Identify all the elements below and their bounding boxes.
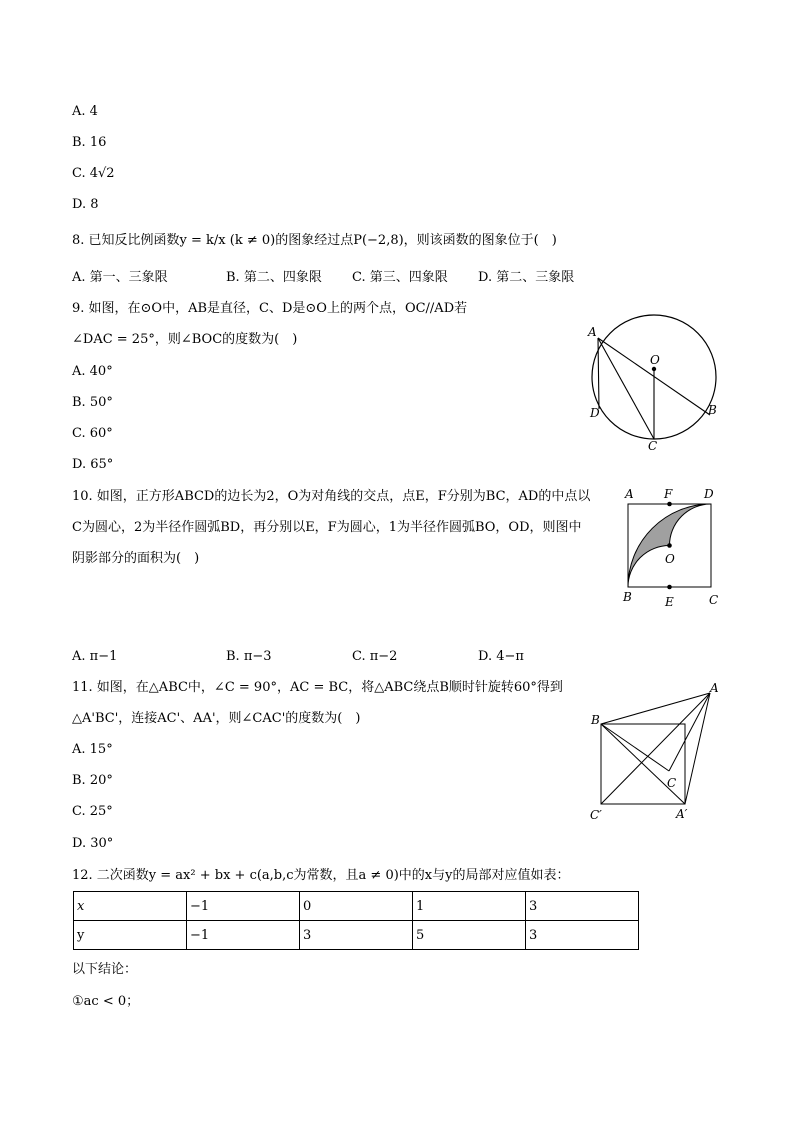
q7-option-a: A. 4 bbox=[72, 104, 98, 119]
center-dot bbox=[652, 367, 656, 371]
label-o: O bbox=[665, 552, 675, 566]
segment-ac-prime bbox=[601, 693, 710, 804]
q10-option-c: C. π−2 bbox=[352, 649, 398, 664]
segment-bc bbox=[601, 724, 669, 771]
label-c-prime: C′ bbox=[590, 808, 602, 822]
segment-ba bbox=[601, 693, 710, 724]
q9-option-b: B. 50° bbox=[72, 395, 113, 410]
table-cell: 3 bbox=[300, 921, 413, 950]
q11-option-b: B. 20° bbox=[72, 773, 113, 788]
label-a: A bbox=[710, 681, 719, 695]
q12-value-table bbox=[73, 891, 639, 950]
table-cell: 3 bbox=[526, 921, 639, 950]
table-cell: 3 bbox=[526, 892, 639, 921]
point-e bbox=[667, 585, 672, 590]
label-c: C bbox=[667, 776, 677, 790]
q9-option-a: A. 40° bbox=[72, 364, 113, 379]
q10-stem-line2: C为圆心，2为半径作圆弧BD，再分别以E，F为圆心，1为半径作圆弧BO，OD，则图中 bbox=[72, 520, 582, 535]
segment-aa-prime bbox=[685, 693, 710, 804]
point-f bbox=[667, 502, 672, 507]
q11-option-a: A. 15° bbox=[72, 742, 113, 757]
q7-option-d: D. 8 bbox=[72, 197, 99, 212]
table-row bbox=[74, 892, 639, 921]
point-o bbox=[667, 543, 672, 548]
q10-stem-line3: 阴影部分的面积为( ) bbox=[72, 551, 200, 566]
q9-circle-figure bbox=[580, 312, 730, 457]
label-a-prime: A′ bbox=[676, 807, 688, 821]
label-c: C bbox=[648, 439, 658, 453]
table-cell: x bbox=[74, 892, 187, 921]
q11-stem-line1: 11. 如图，在△ABC中，∠C = 90°，AC = BC，将△ABC绕点B顺时针旋转60°得到 bbox=[72, 680, 563, 695]
label-a: A bbox=[625, 487, 634, 501]
table-cell: y bbox=[74, 921, 187, 950]
q10-option-a: A. π−1 bbox=[72, 649, 118, 664]
label-b: B bbox=[708, 403, 717, 417]
q11-triangle-figure bbox=[585, 676, 725, 828]
q12-conclusion-title: 以下结论： bbox=[72, 962, 138, 977]
table-cell: 1 bbox=[413, 892, 526, 921]
table-cell: −1 bbox=[187, 921, 300, 950]
q10-square-figure bbox=[618, 484, 728, 612]
q9-stem-line1: 9. 如图，在⊙O中，AB是直径，C、D是⊙O上的两个点，OC//AD若 bbox=[72, 301, 468, 316]
q7-option-c: C. 4√2 bbox=[72, 166, 115, 181]
segment-ac bbox=[669, 693, 710, 771]
chord-ac bbox=[598, 338, 654, 439]
label-b: B bbox=[591, 713, 600, 727]
table-cell: −1 bbox=[187, 892, 300, 921]
q10-stem-line1: 10. 如图，正方形ABCD的边长为2，O为对角线的交点，点E，F分别为BC，AD的中点以 bbox=[72, 489, 591, 504]
table-cell: 0 bbox=[300, 892, 413, 921]
label-c: C bbox=[709, 593, 719, 607]
table-cell: 5 bbox=[413, 921, 526, 950]
q8-option-b: B. 第二、四象限 bbox=[226, 270, 322, 285]
label-e: E bbox=[665, 595, 674, 609]
q9-option-c: C. 60° bbox=[72, 426, 113, 441]
q12-conclusion-1: ①ac < 0； bbox=[72, 994, 140, 1009]
label-d: D bbox=[704, 487, 714, 501]
label-b: B bbox=[623, 590, 632, 604]
q9-option-d: D. 65° bbox=[72, 457, 114, 472]
label-o: O bbox=[650, 353, 660, 367]
q9-stem-line2: ∠DAC = 25°，则∠BOC的度数为( ) bbox=[72, 332, 298, 347]
q11-option-d: D. 30° bbox=[72, 836, 114, 851]
q8-option-a: A. 第一、三象限 bbox=[72, 270, 168, 285]
q8-stem: 8. 已知反比例函数y = k/x (k ≠ 0)的图象经过点P(−2,8)，则该函数的图象位于( ) bbox=[72, 233, 557, 248]
q7-option-b: B. 16 bbox=[72, 135, 107, 150]
label-d: D bbox=[590, 406, 600, 420]
q12-stem: 12. 二次函数y = ax² + bx + c(a,b,c为常数，且a ≠ 0)中的x与y的局部对应值如表： bbox=[72, 868, 570, 883]
q8-option-c: C. 第三、四象限 bbox=[352, 270, 448, 285]
q11-option-c: C. 25° bbox=[72, 804, 113, 819]
q11-stem-line2: △A'BC'，连接AC'、AA'，则∠CAC'的度数为( ) bbox=[72, 711, 361, 726]
table-row bbox=[74, 921, 639, 950]
q10-option-d: D. 4−π bbox=[478, 649, 524, 664]
q8-option-d: D. 第二、三象限 bbox=[478, 270, 575, 285]
label-f: F bbox=[664, 487, 673, 501]
label-a: A bbox=[588, 325, 597, 339]
q10-option-b: B. π−3 bbox=[226, 649, 272, 664]
